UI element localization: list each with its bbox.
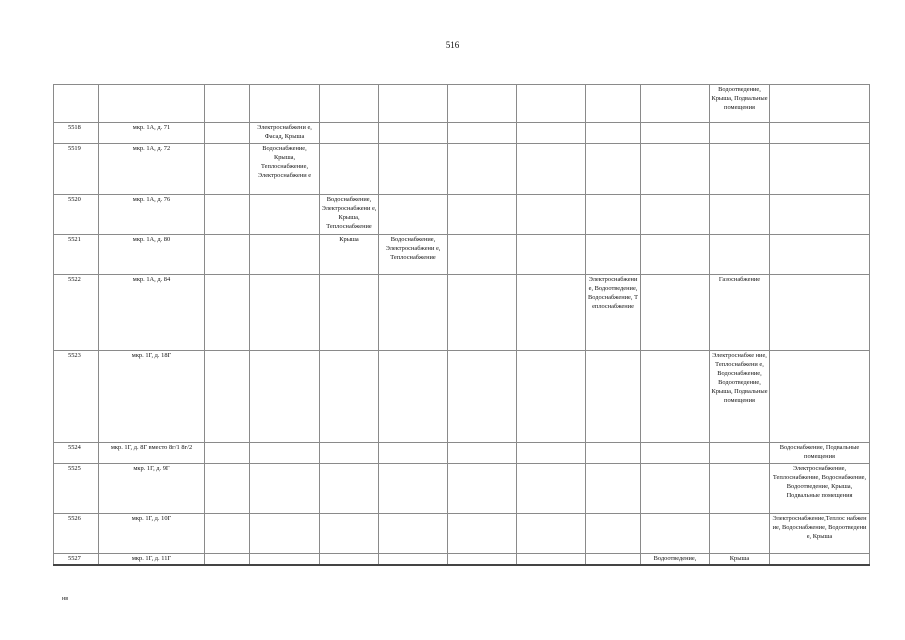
work-cell: Водоотведение, Крыша, Подвальные помещения xyxy=(710,85,770,123)
address-cell: мкр. 1А, д. 84 xyxy=(99,275,205,351)
work-cell: Электроснабжение, Теплоснабжение, Водоснабжение, Водоотведение, Крыша, Подвальные помещения xyxy=(770,464,870,514)
work-cell: Газоснабжение xyxy=(710,275,770,351)
row-number: 5518 xyxy=(54,123,99,144)
work-cell xyxy=(205,351,250,443)
work-cell xyxy=(641,123,710,144)
work-cell: Электроснабжение,Теплос набжение, Водоснабжение, Водоотведение, Крыша xyxy=(770,514,870,554)
row-number: 5526 xyxy=(54,514,99,554)
work-cell xyxy=(586,195,641,235)
address-cell: мкр. 1Г, д. 18Г xyxy=(99,351,205,443)
work-cell xyxy=(250,554,320,565)
work-cell xyxy=(205,443,250,464)
work-cell xyxy=(517,144,586,195)
work-cell xyxy=(205,554,250,565)
work-cell xyxy=(586,235,641,275)
table-row xyxy=(54,235,870,275)
work-cell xyxy=(205,195,250,235)
work-cell xyxy=(320,443,379,464)
work-cell xyxy=(448,275,517,351)
work-cell xyxy=(770,123,870,144)
work-cell xyxy=(641,443,710,464)
work-cell xyxy=(250,514,320,554)
row-number: 5519 xyxy=(54,144,99,195)
work-cell xyxy=(250,275,320,351)
work-cell xyxy=(710,443,770,464)
work-cell xyxy=(205,85,250,123)
work-cell xyxy=(710,235,770,275)
work-cell xyxy=(586,464,641,514)
work-cell xyxy=(205,514,250,554)
row-number xyxy=(54,85,99,123)
table-row xyxy=(54,351,870,443)
work-cell xyxy=(710,123,770,144)
work-cell xyxy=(586,443,641,464)
work-cell xyxy=(586,554,641,565)
work-cell xyxy=(586,351,641,443)
row-number: 5525 xyxy=(54,464,99,514)
work-cell xyxy=(250,443,320,464)
work-cell xyxy=(770,275,870,351)
work-cell xyxy=(641,514,710,554)
work-cell xyxy=(205,144,250,195)
work-cell xyxy=(710,195,770,235)
work-cell xyxy=(517,554,586,565)
table-row xyxy=(54,144,870,195)
table-row xyxy=(54,123,870,144)
work-cell xyxy=(641,235,710,275)
address-cell: мкр. 1Г, д. 10Г xyxy=(99,514,205,554)
work-cell xyxy=(205,275,250,351)
address-cell: мкр. 1А, д. 71 xyxy=(99,123,205,144)
work-cell xyxy=(379,514,448,554)
footer-mark: нв xyxy=(62,596,69,602)
work-cell xyxy=(770,195,870,235)
work-cell xyxy=(641,195,710,235)
row-number: 5522 xyxy=(54,275,99,351)
work-cell xyxy=(379,464,448,514)
work-cell: Электроснабжение, Водоотведение, Водоснабжение, Теплоснабжение xyxy=(586,275,641,351)
work-cell xyxy=(448,235,517,275)
work-cell xyxy=(517,235,586,275)
work-cell xyxy=(205,123,250,144)
work-cell xyxy=(379,554,448,565)
work-cell: Водоснабжение, Крыша, Теплоснабжение, Электроснабжени е xyxy=(250,144,320,195)
work-cell xyxy=(379,85,448,123)
work-cell xyxy=(517,195,586,235)
work-cell xyxy=(448,464,517,514)
table-row xyxy=(54,85,870,123)
table-row xyxy=(54,554,870,565)
work-cell: Водоснабжение, Электроснабжени е, Теплоснабжение xyxy=(379,235,448,275)
work-cell xyxy=(517,85,586,123)
work-cell: Крыша xyxy=(320,235,379,275)
work-cell xyxy=(379,195,448,235)
row-number: 5521 xyxy=(54,235,99,275)
work-cell xyxy=(641,85,710,123)
table-row xyxy=(54,514,870,554)
work-cell xyxy=(448,195,517,235)
work-cell xyxy=(320,85,379,123)
work-cell xyxy=(710,144,770,195)
work-cell xyxy=(320,144,379,195)
work-cell xyxy=(379,123,448,144)
work-cell xyxy=(517,351,586,443)
repair-schedule-table xyxy=(53,84,870,566)
work-cell xyxy=(770,144,870,195)
row-number: 5527 xyxy=(54,554,99,565)
page-number: 516 xyxy=(445,40,460,50)
work-cell xyxy=(250,351,320,443)
work-cell xyxy=(250,235,320,275)
work-cell xyxy=(586,144,641,195)
work-cell xyxy=(379,144,448,195)
work-cell xyxy=(320,554,379,565)
work-cell xyxy=(320,514,379,554)
work-cell xyxy=(641,275,710,351)
row-number: 5520 xyxy=(54,195,99,235)
table-row xyxy=(54,464,870,514)
work-cell: Водоснабжение, Подвальные помещения xyxy=(770,443,870,464)
work-cell xyxy=(320,351,379,443)
work-cell xyxy=(517,443,586,464)
work-cell xyxy=(586,123,641,144)
work-cell xyxy=(770,554,870,565)
work-cell xyxy=(320,275,379,351)
address-cell: мкр. 1Г, д. 11Г xyxy=(99,554,205,565)
work-cell xyxy=(517,123,586,144)
table-row xyxy=(54,275,870,351)
work-cell xyxy=(448,85,517,123)
work-cell xyxy=(250,85,320,123)
address-cell: мкр. 1Г, д. 9Г xyxy=(99,464,205,514)
work-cell xyxy=(641,464,710,514)
work-cell: Электроснабже ние, Теплоснабжени е, Водоснабжение, Водоотведение, Крыша, Подвальные помещения xyxy=(710,351,770,443)
work-cell xyxy=(517,514,586,554)
work-cell xyxy=(641,351,710,443)
work-cell xyxy=(770,235,870,275)
work-cell: Крыша xyxy=(710,554,770,565)
table-row xyxy=(54,195,870,235)
work-cell xyxy=(641,144,710,195)
address-cell: мкр. 1А, д. 76 xyxy=(99,195,205,235)
address-cell xyxy=(99,85,205,123)
work-cell: Водоотведение, xyxy=(641,554,710,565)
work-cell xyxy=(205,464,250,514)
work-cell xyxy=(320,123,379,144)
work-cell xyxy=(710,514,770,554)
work-cell xyxy=(448,123,517,144)
work-cell xyxy=(517,275,586,351)
work-cell xyxy=(448,144,517,195)
table-row xyxy=(54,443,870,464)
address-cell: мкр. 1А, д. 72 xyxy=(99,144,205,195)
work-cell xyxy=(586,514,641,554)
row-number: 5523 xyxy=(54,351,99,443)
work-cell xyxy=(379,443,448,464)
address-cell: мкр. 1Г, д. 8Г вместо 8г/1 8г/2 xyxy=(99,443,205,464)
work-cell xyxy=(448,554,517,565)
work-cell xyxy=(586,85,641,123)
work-cell xyxy=(770,351,870,443)
work-cell xyxy=(448,514,517,554)
work-cell xyxy=(770,85,870,123)
work-cell xyxy=(379,351,448,443)
work-cell xyxy=(710,464,770,514)
work-cell xyxy=(379,275,448,351)
address-cell: мкр. 1А, д. 80 xyxy=(99,235,205,275)
work-cell xyxy=(320,464,379,514)
work-cell xyxy=(517,464,586,514)
work-cell xyxy=(250,195,320,235)
work-cell xyxy=(448,351,517,443)
work-cell xyxy=(205,235,250,275)
work-cell xyxy=(448,443,517,464)
work-cell: Водоснабжение, Электроснабжени е, Крыша, Теплоснабжение xyxy=(320,195,379,235)
row-number: 5524 xyxy=(54,443,99,464)
work-cell xyxy=(250,464,320,514)
work-cell: Электроснабжени е, Фасад, Крыша xyxy=(250,123,320,144)
